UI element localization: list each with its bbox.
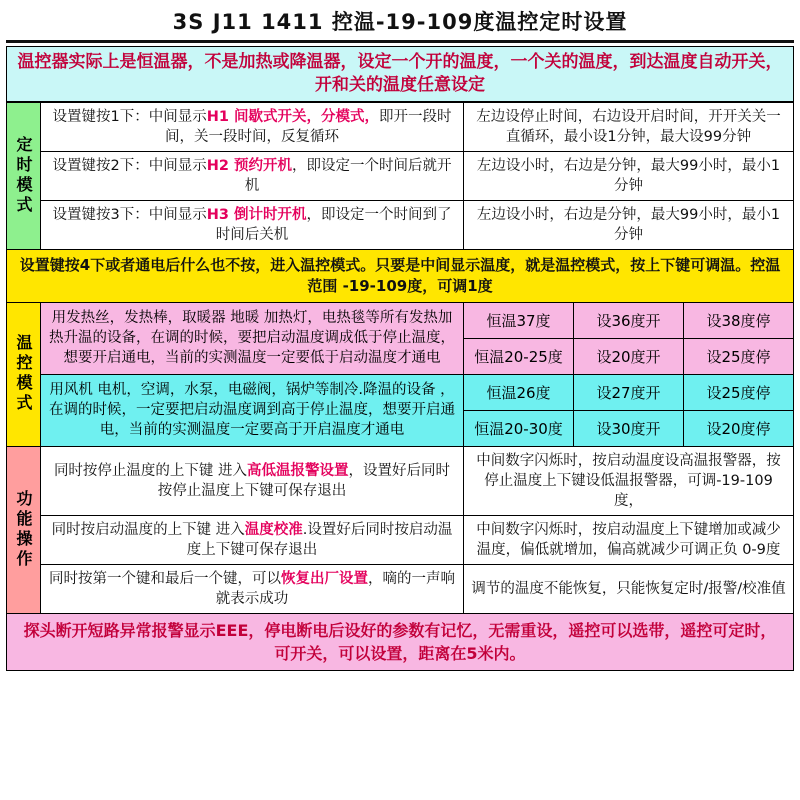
func-row-1-left-code: 高低温报警设置 [247, 462, 349, 479]
func-row-1-left [41, 447, 464, 515]
function-operation-section [6, 447, 794, 614]
func-row-2-left-code: 温度校准 [244, 521, 303, 538]
timer-row-2-left [41, 152, 464, 200]
title-divider [6, 40, 794, 43]
func-row-2-left-pre: 同时按启动温度的上下键 进入 [51, 521, 245, 538]
timer-row-3-left [41, 201, 464, 249]
heating-values [464, 303, 793, 374]
cooling-setpoint-2: 恒温20-30度 [464, 411, 574, 446]
bottom-note: 探头断开短路异常报警显示EEE，停电断电后设好的参数有记忆，无需重设，遥控可以选带，遥控可定时，可开关，可以设置，距离在5米内。 [6, 614, 794, 671]
func-row-1-left-pre: 同时按停止温度的上下键 进入 [53, 462, 248, 479]
heating-setpoint-1: 恒温37度 [464, 303, 574, 338]
timer-row-1-left-code: H1 间歇式开关，分模式， [206, 108, 379, 125]
func-row-3-left-post: ，嘀的一声响就表示成功 [215, 570, 455, 607]
cooling-values [464, 375, 793, 446]
function-operation-label: 功能操作 [7, 447, 41, 613]
timer-row-2-left-pre: 设置键按2下：中间显示 [52, 157, 207, 174]
timer-row-2-left-code: H2 预约开机 [206, 157, 292, 174]
heating-off-2: 设25度停 [684, 339, 793, 374]
heating-on-2: 设20度开 [574, 339, 684, 374]
temp-mode-body [41, 303, 793, 446]
temp-mode-notice: 设置键按4下或者通电后什么也不按，进入温控模式。只要是中间显示温度，就是温控模式，按上下键可调温。控温范围 -19-109度，可调1度 [6, 250, 794, 303]
heating-on-1: 设36度开 [574, 303, 684, 338]
func-row-2-left [41, 516, 464, 564]
cooling-group [41, 375, 793, 446]
cooling-setpoint-1: 恒温26度 [464, 375, 574, 410]
func-row-3-left-code: 恢复出厂设置 [281, 570, 368, 587]
func-row-1-right: 中间数字闪烁时，按启动温度设高温报警器，按停止温度上下键设低温报警器，可调-19-109度， [464, 447, 793, 515]
table-row [41, 103, 793, 152]
timer-row-1-left-post: 即开一段时间，关一段时间，反复循环 [165, 108, 452, 145]
timer-row-3-right: 左边设小时，右边是分钟，最大99小时，最小1分钟 [464, 201, 793, 249]
timer-row-3-left-post: ，即设定一个时间到了时间后关机 [215, 206, 452, 243]
timer-row-3-left-pre: 设置键按3下：中间显示 [52, 206, 207, 223]
timer-row-1-left [41, 103, 464, 151]
timer-row-2-right: 左边设小时，右边是分钟，最大99小时，最小1分钟 [464, 152, 793, 200]
cooling-on-2: 设30度开 [574, 411, 684, 446]
intro-paragraph: 温控器实际上是恒温器，不是加热或降温器，设定一个开的温度，一个关的温度，到达温度自动开关，开和关的温度任意设定 [6, 46, 794, 102]
cooling-off-2: 设20度停 [684, 411, 793, 446]
heating-group [41, 303, 793, 375]
timer-mode-rows [41, 103, 793, 249]
temp-mode-label: 温控模式 [7, 303, 41, 446]
func-row-2-left-post: .设置好后同时按启动温度上下键可保存退出 [186, 521, 453, 558]
heating-setpoint-2: 恒温20-25度 [464, 339, 574, 374]
function-operation-rows [41, 447, 793, 613]
func-row-2-right: 中间数字闪烁时，按启动温度上下键增加或减少温度，偏低就增加，偏高就减少可调正负 0-9度 [464, 516, 793, 564]
table-row [41, 565, 793, 613]
func-row-3-left-pre: 同时按第一个键和最后一个键，可以 [49, 570, 281, 587]
heating-off-1: 设38度停 [684, 303, 793, 338]
table-row [41, 201, 793, 249]
table-row [464, 411, 793, 446]
timer-row-1-right: 左边设停止时间，右边设开启时间，开开关关一直循环，最小设1分钟，最大设99分钟 [464, 103, 793, 151]
func-row-3-right: 调节的温度不能恢复，只能恢复定时/报警/校准值 [464, 565, 793, 613]
timer-mode-label: 定时模式 [7, 103, 41, 249]
table-row [464, 339, 793, 374]
table-row [41, 447, 793, 516]
temp-mode-section [6, 303, 794, 447]
table-row [41, 152, 793, 201]
func-row-1-left-post: ，设置好后同时按停止温度上下键可保存退出 [157, 462, 451, 499]
timer-row-2-left-post: ，即设定一个时间后就开机 [244, 157, 452, 194]
cooling-off-1: 设25度停 [684, 375, 793, 410]
timer-row-1-left-pre: 设置键按1下：中间显示 [52, 108, 207, 125]
func-row-3-left [41, 565, 464, 613]
timer-mode-section [6, 102, 794, 250]
table-row [464, 375, 793, 411]
table-row [464, 303, 793, 339]
heating-description: 用发热丝，发热棒，取暖器 地暖 加热灯，电热毯等所有发热加热升温的设备，在调的时候，要把启动温度调成低于停止温度，想要开启通电，当前的实测温度一定要低于启动温度才通电 [41, 303, 464, 374]
cooling-on-1: 设27度开 [574, 375, 684, 410]
timer-row-3-left-code: H3 倒计时开机 [206, 206, 307, 223]
cooling-description: 用风机 电机，空调，水泵，电磁阀，锅炉等制冷.降温的设备 ，在调的时候，一定要把启动温度调到高于停止温度，想要开启通电，当前的实测温度一定要高于开启温度才通电 [41, 375, 464, 446]
page-title: 3S J11 1411 控温-19-109度温控定时设置 [172, 10, 628, 34]
table-row [41, 516, 793, 565]
